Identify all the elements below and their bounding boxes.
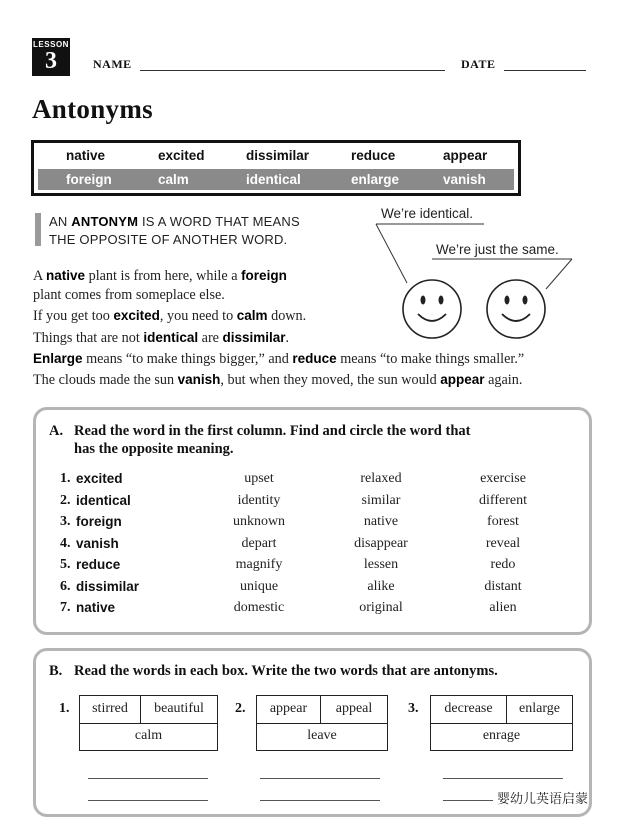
sentence-text: down. (267, 308, 307, 324)
answer-option[interactable]: identity (237, 492, 281, 508)
section-b-instruction: Read the words in each box. Write the two words that are antonyms. (74, 663, 498, 679)
answer-line-3a[interactable] (443, 778, 563, 779)
smiley-face-icon (487, 280, 545, 338)
question-row (36, 600, 589, 620)
word-box-2 (256, 695, 388, 751)
word-bottom-2: calm (158, 172, 189, 187)
vocab-word: calm (236, 308, 268, 323)
smiley-faces-illustration (360, 215, 590, 345)
answer-option[interactable]: magnify (235, 557, 283, 572)
answer-option[interactable]: domestic (233, 600, 285, 615)
question-word: foreign (76, 514, 122, 529)
bubble2-pointer (546, 259, 572, 289)
word-top-4: reduce (351, 148, 396, 163)
example-sentence (33, 330, 289, 347)
box-1-number: 1. (59, 701, 70, 716)
vocab-word: foreign (241, 268, 287, 283)
definition-line2: THE OPPOSITE OF ANOTHER WORD. (49, 232, 288, 247)
word-box-1-top-left: stirred (92, 701, 128, 716)
word-top-1: native (66, 148, 106, 163)
word-box-1 (79, 695, 218, 751)
answer-line-2a[interactable] (260, 778, 380, 779)
watermark-text: 婴幼儿英语启蒙 (497, 792, 589, 807)
question-number: 3. (60, 514, 71, 529)
question-number: 4. (60, 535, 71, 551)
word-box-1-top-right: beautiful (154, 701, 204, 716)
question-number: 1. (60, 471, 71, 486)
answer-option[interactable]: redo (490, 557, 516, 572)
definition-term: ANTONYM (71, 214, 139, 229)
word-bottom-1: foreign (66, 172, 112, 187)
sentence-text: plant is from here, while a (85, 268, 242, 284)
box-3-number: 3. (408, 701, 419, 716)
example-sentence (33, 287, 225, 304)
answer-option[interactable]: relaxed (360, 471, 402, 486)
word-row-top (38, 145, 514, 166)
sentence-text: A (33, 268, 47, 284)
answer-line-1b[interactable] (88, 800, 208, 801)
vocab-word: dissimilar (222, 330, 286, 345)
word-box-2-bottom: leave (307, 728, 337, 743)
box-2-number: 2. (235, 701, 246, 716)
answer-option[interactable]: original (359, 600, 403, 615)
answer-option[interactable]: reveal (485, 535, 521, 551)
word-table (31, 140, 521, 196)
answer-option[interactable]: lessen (363, 557, 399, 572)
word-box-3-bottom: enrage (482, 728, 521, 743)
sentence-text: The clouds made the sun (33, 372, 178, 388)
word-bottom-5: vanish (443, 172, 486, 187)
answer-option[interactable]: alike (367, 578, 395, 594)
answer-line-2b[interactable] (260, 800, 380, 801)
definition-accent-bar (35, 213, 41, 246)
answer-option[interactable]: similar (361, 492, 401, 508)
sentence-text: means “to make things bigger,” and (82, 351, 293, 367)
answer-option[interactable]: disappear (354, 535, 408, 551)
question-row (36, 471, 589, 491)
word-box-1-bottom: calm (134, 728, 163, 743)
sentence-text: , you need to (159, 308, 237, 324)
definition-prefix: AN (49, 214, 72, 229)
section-a-letter: A. (49, 423, 64, 439)
answer-option[interactable]: distant (484, 578, 522, 594)
example-sentence (33, 308, 306, 325)
vocab-word: native (46, 268, 86, 283)
vocab-word: identical (143, 330, 199, 345)
name-label: NAME (93, 57, 132, 71)
example-sentence (33, 372, 522, 389)
answer-option[interactable]: upset (244, 471, 274, 486)
word-top-3: dissimilar (246, 148, 310, 163)
sentence-text: , but when they moved, the sun would (220, 372, 441, 388)
sentence-text: again. (484, 372, 523, 388)
question-row (36, 493, 589, 513)
vocab-word: reduce (292, 351, 337, 366)
answer-option[interactable]: unknown (232, 514, 286, 529)
question-number: 2. (60, 492, 71, 508)
word-top-5: appear (443, 148, 488, 163)
section-a-box (33, 407, 592, 635)
lesson-number: 3 (45, 48, 57, 74)
speech-bubble-1 (381, 206, 473, 221)
name-field-line[interactable] (140, 70, 445, 71)
question-row (36, 557, 589, 577)
sentence-text: Things that are not (33, 330, 144, 346)
word-box-2-top-left: appear (269, 701, 308, 716)
answer-option[interactable]: different (479, 492, 527, 508)
question-word: reduce (76, 557, 121, 572)
sentence-text: plant comes from someplace else. (33, 287, 225, 303)
example-sentence (33, 351, 524, 368)
speech-bubble-1-word: identical. (419, 206, 474, 221)
answer-option[interactable]: unique (239, 578, 279, 594)
word-box-3 (430, 695, 573, 751)
word-bottom-4: enlarge (351, 172, 400, 187)
date-field-line[interactable] (504, 70, 586, 71)
question-row (36, 536, 589, 556)
bubble1-pointer (376, 224, 407, 283)
answer-option[interactable]: depart (241, 535, 277, 551)
question-word: identical (76, 492, 131, 508)
answer-line-1a[interactable] (88, 778, 208, 779)
vocab-word: Enlarge (33, 351, 83, 366)
question-row (36, 514, 589, 534)
speech-bubble-1-text: We’re (381, 206, 420, 221)
vocab-word: appear (440, 372, 485, 387)
lesson-badge (32, 38, 70, 76)
speech-bubble-2: We’re just the same. (436, 242, 559, 257)
section-b-letter: B. (49, 663, 63, 679)
example-sentence (33, 268, 287, 285)
answer-option[interactable]: forest (487, 514, 519, 529)
word-bottom-3: identical (246, 172, 301, 187)
vocab-word: vanish (177, 372, 221, 387)
smiley-face-icon (403, 280, 461, 338)
question-number: 5. (60, 557, 71, 572)
answer-option[interactable]: alien (489, 600, 517, 615)
definition-text (49, 213, 359, 249)
word-box-3-top-left: decrease (444, 701, 493, 716)
sentence-text: . (285, 330, 290, 346)
question-row (36, 579, 589, 599)
sentence-text: are (198, 330, 223, 346)
section-a-instruction-2: has the opposite meaning. (74, 441, 234, 457)
question-word: excited (76, 471, 123, 486)
answer-option[interactable]: exercise (480, 471, 526, 486)
answer-option[interactable]: native (363, 514, 399, 529)
word-row-bottom (38, 169, 514, 190)
sentence-text: If you get too (33, 308, 114, 324)
definition-line1: IS A WORD THAT MEANS (138, 214, 300, 229)
vocab-word: excited (113, 308, 160, 323)
question-number: 7. (60, 600, 71, 615)
answer-line-3b[interactable] (443, 800, 493, 801)
word-top-2: excited (158, 148, 205, 163)
question-word: native (76, 600, 116, 615)
page-title: Antonyms (32, 94, 153, 124)
lesson-label: LESSON (33, 40, 69, 49)
question-word: vanish (76, 535, 119, 551)
section-a-instruction-1: Read the word in the first column. Find and circle the word that (74, 423, 471, 439)
question-number: 6. (60, 578, 71, 594)
word-box-3-top-right: enlarge (519, 701, 560, 716)
sentence-text: means “to make things smaller.” (336, 351, 525, 367)
question-word: dissimilar (76, 578, 140, 594)
date-label: DATE (461, 57, 496, 71)
word-box-2-top-right: appeal (335, 701, 373, 716)
